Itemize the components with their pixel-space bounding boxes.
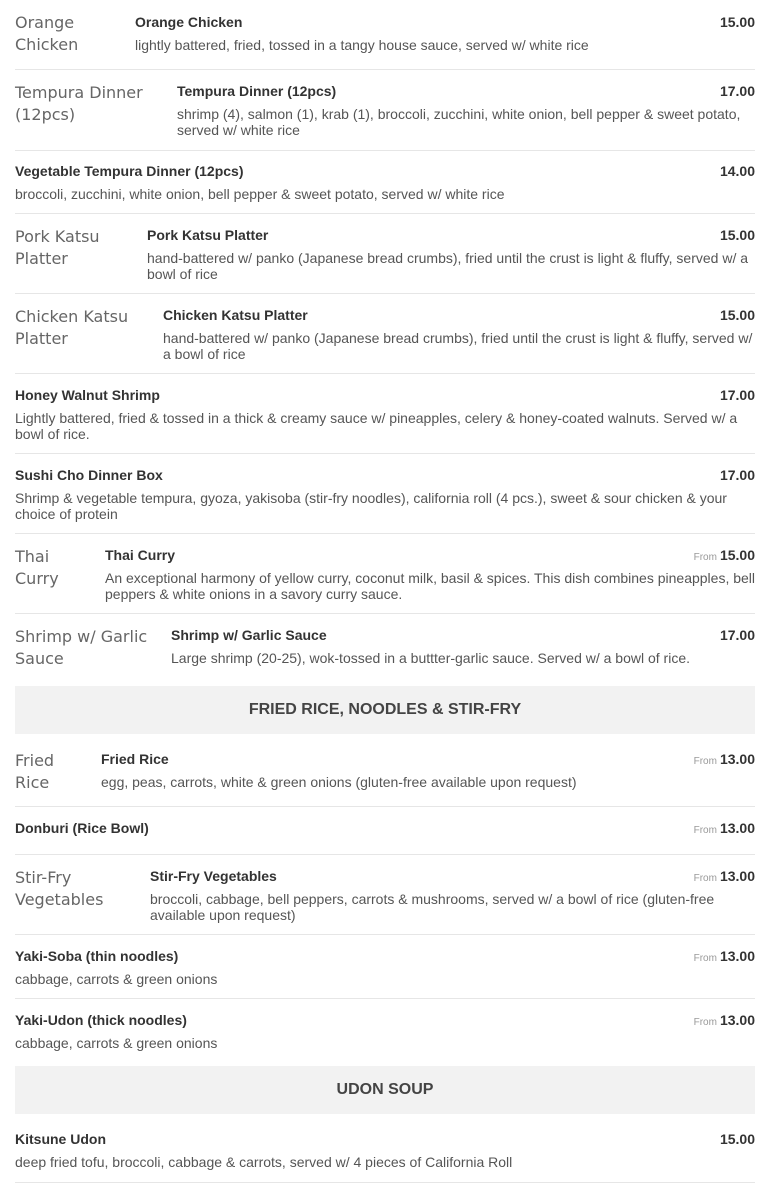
item-price: 17.00 [719,83,755,99]
menu-item-yaki-udon[interactable] [15,999,755,1066]
item-price: 14.00 [719,163,755,179]
item-image[interactable]: Thai Curry [15,547,59,588]
item-price: 15.00 [719,307,755,323]
menu-item-tempura-dinner[interactable] [15,70,755,151]
item-price: From 15.00 [693,547,755,563]
item-name: Yaki-Soba (thin noodles) [15,948,179,964]
menu-item-yaki-soba[interactable] [15,935,755,999]
menu-item-chicken-katsu-platter[interactable] [15,294,755,374]
section-header-fried-rice: FRIED RICE, NOODLES & STIR-FRY [15,686,755,734]
item-name: Vegetable Tempura Dinner (12pcs) [15,163,244,179]
menu-item-thai-curry[interactable] [15,534,755,614]
item-price: 15.00 [719,1131,755,1147]
item-image[interactable]: Fried Rice [15,751,55,792]
item-description: deep fried tofu, broccoli, cabbage & carrots, served w/ 4 pieces of California Roll [15,1154,513,1170]
item-description: egg, peas, carrots, white & green onions (gluten-free available upon request) [101,774,577,790]
item-description: broccoli, zucchini, white onion, bell pepper & sweet potato, served w/ white rice [15,186,505,202]
item-image[interactable]: Shrimp w/ Garlic Sauce [15,627,148,668]
price-from-label: From [693,756,717,767]
item-price: 15.00 [719,227,755,243]
item-name: Tempura Dinner (12pcs) [177,83,337,99]
price-from-label: From [693,1017,717,1028]
item-description: Shrimp & vegetable tempura, gyoza, yakisoba (stir-fry noodles), california roll (4 pcs.), sweet & sour chicken & your choice of protein [15,490,727,522]
item-description: Lightly battered, fried & tossed in a thick & creamy sauce w/ pineapples, celery & honey-coated walnuts. Served w/ a bowl of rice. [15,410,738,442]
menu-item-stir-fry-vegetables[interactable] [15,855,755,935]
menu-item-shrimp-garlic-sauce[interactable] [15,614,755,686]
item-description: cabbage, carrots & green onions [15,971,218,987]
menu-item-donburi[interactable] [15,807,755,855]
item-description: cabbage, carrots & green onions [15,1035,218,1051]
item-image[interactable]: Chicken Katsu Platter [15,307,129,348]
item-description: Large shrimp (20-25), wok-tossed in a buttter-garlic sauce. Served w/ a bowl of rice. [171,650,691,666]
item-name: Chicken Katsu Platter [163,307,308,323]
item-image[interactable]: Orange Chicken [15,13,79,54]
item-price: 17.00 [719,467,755,483]
menu-item-orange-chicken[interactable] [15,0,755,70]
item-name: Orange Chicken [135,14,243,30]
price-from-label: From [693,953,717,964]
item-name: Donburi (Rice Bowl) [15,820,149,836]
price-from-label: From [693,873,717,884]
item-name: Shrimp w/ Garlic Sauce [171,627,327,643]
item-name: Yaki-Udon (thick noodles) [15,1012,187,1028]
menu-item-pork-katsu-platter[interactable] [15,214,755,294]
item-description: lightly battered, fried, tossed in a tangy house sauce, served w/ white rice [135,37,589,53]
item-name: Honey Walnut Shrimp [15,387,160,403]
item-name: Kitsune Udon [15,1131,106,1147]
menu-item-sushi-cho-dinner-box[interactable] [15,454,755,534]
item-description: shrimp (4), salmon (1), krab (1), broccoli, zucchini, white onion, bell pepper & sweet potato, served w/ white rice [177,106,741,138]
item-image[interactable]: Pork Katsu Platter [15,227,100,268]
price-from-label: From [693,552,717,563]
item-price: 17.00 [719,387,755,403]
item-description: hand-battered w/ panko (Japanese bread crumbs), fried until the crust is light & fluffy, served w/ a bowl of rice [163,330,753,362]
menu-item-honey-walnut-shrimp[interactable] [15,374,755,454]
menu-item-fried-rice[interactable] [15,738,755,807]
item-image[interactable]: Stir-Fry Vegetables [15,868,104,909]
item-price: 15.00 [719,14,755,30]
item-price: From 13.00 [693,751,755,767]
item-image[interactable]: Tempura Dinner (12pcs) [15,83,143,124]
item-name: Fried Rice [101,751,169,767]
item-description: broccoli, cabbage, bell peppers, carrots & mushrooms, served w/ a bowl of rice (gluten-free available upon request) [150,891,715,923]
section-header-udon-soup: UDON SOUP [15,1066,755,1114]
item-name: Pork Katsu Platter [147,227,269,243]
item-name: Stir-Fry Vegetables [150,868,277,884]
item-description: An exceptional harmony of yellow curry, coconut milk, basil & spices. This dish combines pineapples, bell peppers & white onions in a savory curry sauce. [105,570,756,602]
item-description: hand-battered w/ panko (Japanese bread crumbs), fried until the crust is light & fluffy, served w/ a bowl of rice [147,250,749,282]
item-price: From 13.00 [693,1012,755,1028]
menu-item-vegetable-tempura-dinner[interactable] [15,151,755,214]
item-name: Thai Curry [105,547,176,563]
price-from-label: From [693,825,717,836]
item-price: From 13.00 [693,948,755,964]
item-price: From 13.00 [693,868,755,884]
item-name: Sushi Cho Dinner Box [15,467,163,483]
menu-item-kitsune-udon[interactable] [15,1118,755,1183]
item-price: 17.00 [719,627,755,643]
item-price: From 13.00 [693,820,755,836]
